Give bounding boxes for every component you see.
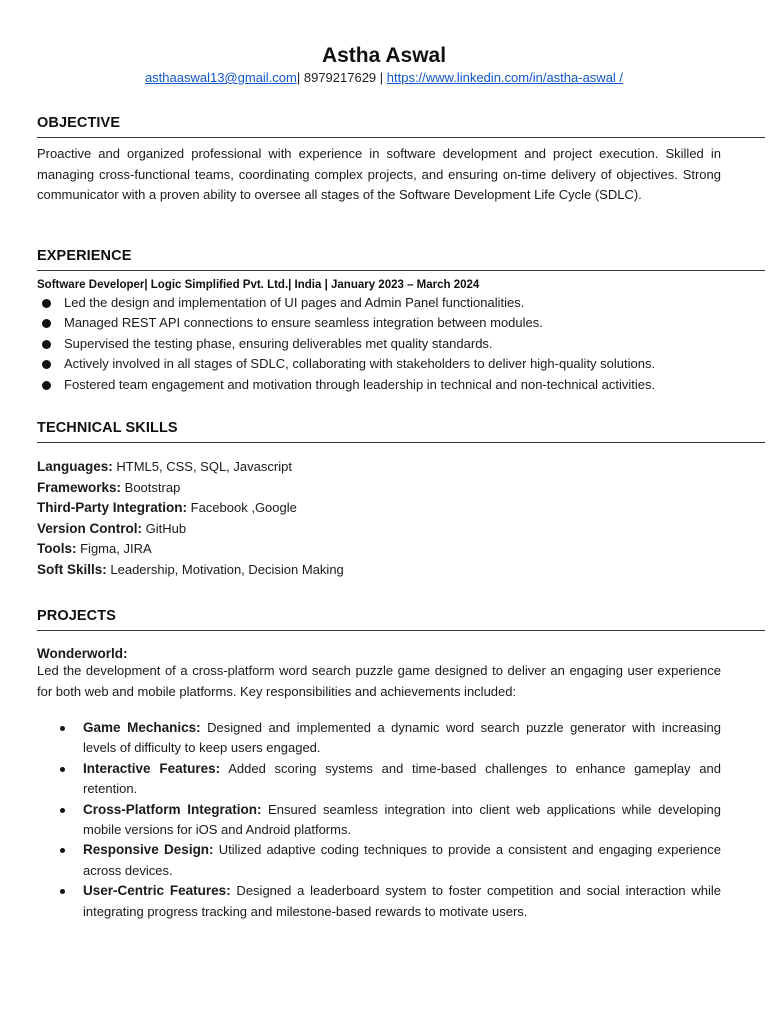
bullet-icon	[42, 299, 51, 308]
experience-section	[37, 248, 765, 395]
list-item: Game Mechanics: Designed and implemented a dynamic word search puzzle generator with increasing levels of difficulty to keep users engaged.	[37, 718, 721, 759]
bullet-icon	[60, 726, 65, 731]
list-item: Led the design and implementation of UI pages and Admin Panel functionalities.	[37, 293, 765, 313]
phone-text: | 8979217629 |	[296, 70, 387, 85]
experience-bullets	[37, 293, 765, 395]
list-item: Supervised the testing phase, ensuring deliverables met quality standards.	[37, 334, 765, 354]
bullet-icon	[42, 319, 51, 328]
objective-text: Proactive and organized professional with experience in software development and project execution. Skilled in managing cross-functional teams, coordinating complex projects, and ensuring on-time delivery of objectives. Strong communicator with a proven ability to oversee all stages of the Software Development Life Cycle (SDLC).	[37, 146, 721, 202]
skill-row: Frameworks: Bootstrap	[37, 479, 181, 495]
bullet-icon	[60, 808, 65, 813]
section-divider	[37, 270, 765, 271]
email-link[interactable]: asthaaswal13@gmail.com	[144, 70, 297, 85]
skills-heading: TECHNICAL SKILLS	[37, 420, 178, 436]
skill-row: Soft Skills: Leadership, Motivation, Decision Making	[37, 561, 344, 577]
skill-row: Version Control: GitHub	[37, 520, 187, 536]
experience-heading: EXPERIENCE	[37, 248, 132, 264]
bullet-icon	[42, 340, 51, 349]
section-divider	[37, 442, 765, 443]
objective-section	[37, 115, 765, 206]
list-item: User-Centric Features: Designed a leaderboard system to foster competition and social interaction while integrating progress tracking and milestone-based rewards to motivate users.	[37, 881, 721, 922]
skill-row: Tools: Figma, JIRA	[37, 541, 152, 556]
section-divider	[37, 630, 765, 631]
section-divider	[37, 137, 765, 138]
list-item: Actively involved in all stages of SDLC, collaborating with stakeholders to deliver high-quality solutions.	[37, 354, 765, 374]
list-item: Interactive Features: Added scoring systems and time-based challenges to enhance gameplay and retention.	[37, 759, 721, 800]
list-item: Cross-Platform Integration: Ensured seamless integration into client web applications while developing mobile versions for iOS and Android platforms.	[37, 800, 721, 841]
bullet-icon	[42, 360, 51, 369]
list-item: Managed REST API connections to ensure seamless integration between modules.	[37, 313, 765, 333]
projects-heading: PROJECTS	[37, 608, 116, 624]
job-title: Software Developer| Logic Simplified Pvt. Ltd.| India | January 2023 – March 2024	[37, 279, 480, 291]
candidate-name: Astha Aswal	[321, 44, 447, 67]
bullet-icon	[60, 848, 65, 853]
skill-row: Languages: HTML5, CSS, SQL, Javascript	[37, 459, 292, 474]
skill-row: Third-Party Integration: Facebook ,Google	[37, 500, 297, 515]
bullet-icon	[60, 889, 65, 894]
project-intro: Led the development of a cross-platform word search puzzle game designed to deliver an engaging user experience for both web and mobile platforms. Key responsibilities and achievements included:	[37, 663, 721, 699]
project-name: Wonderworld:	[37, 646, 128, 661]
bullet-icon	[42, 381, 51, 390]
skills-section	[37, 420, 765, 580]
objective-heading: OBJECTIVE	[37, 115, 121, 131]
bullet-icon	[60, 767, 65, 772]
list-item: Responsive Design: Utilized adaptive coding techniques to provide a consistent and engaging experience across devices.	[37, 840, 721, 881]
skills-list	[37, 457, 765, 580]
list-item: Fostered team engagement and motivation through leadership in technical and non-technical activities.	[37, 375, 765, 395]
project-bullets	[37, 718, 721, 922]
contact-line	[0, 70, 768, 85]
projects-section	[37, 608, 765, 922]
linkedin-link[interactable]: https://www.linkedin.com/in/astha-aswal /	[386, 70, 624, 85]
